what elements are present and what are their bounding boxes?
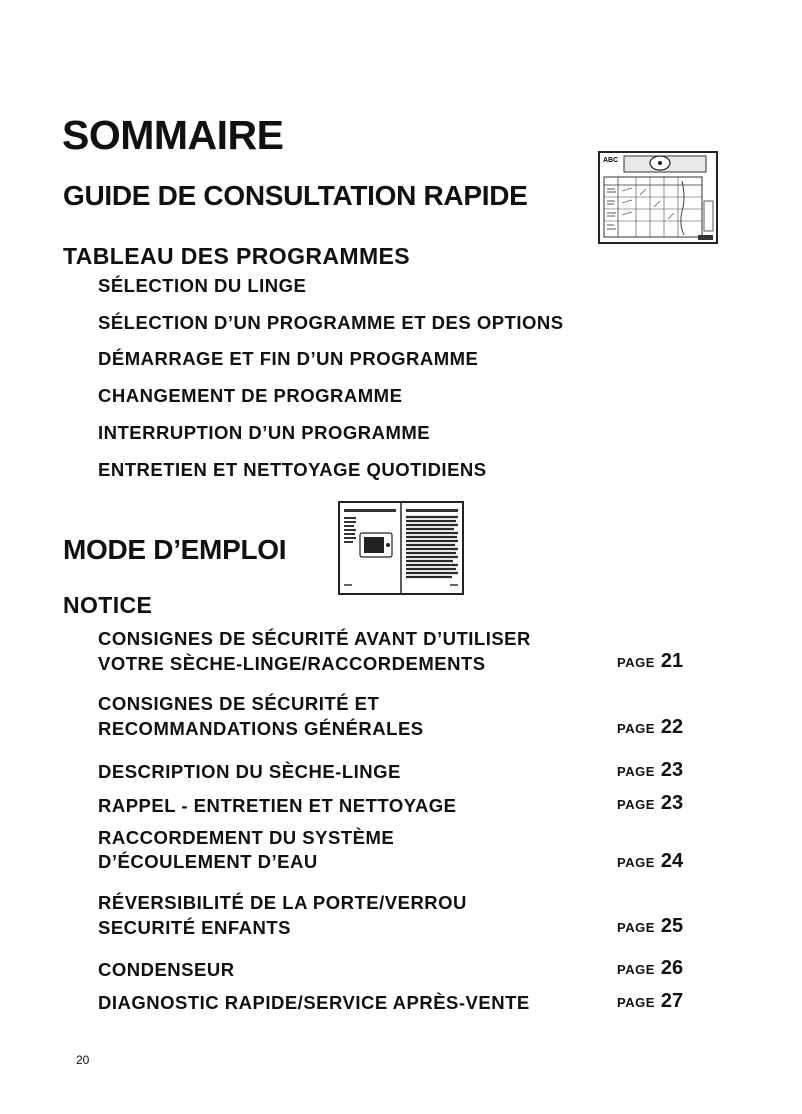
toc-item-line: RÉVERSIBILITÉ DE LA PORTE/VERROU xyxy=(98,892,467,913)
toc-item-line: CONSIGNES DE SÉCURITÉ AVANT D’UTILISER xyxy=(98,628,531,649)
page-ref-number: 23 xyxy=(660,792,684,814)
page-ref xyxy=(617,915,683,938)
page-ref-number: 22 xyxy=(660,716,684,738)
page-ref xyxy=(617,990,683,1013)
mode-emploi-heading: MODE D’EMPLOI xyxy=(63,534,287,565)
quick-guide-card-thumbnail xyxy=(598,151,718,244)
toc-item-line: RAPPEL - ENTRETIEN ET NETTOYAGE xyxy=(98,795,457,816)
page-ref xyxy=(617,716,683,739)
page-word: PAGE xyxy=(617,655,655,670)
programs-section-heading: TABLEAU DES PROGRAMMES xyxy=(63,243,410,269)
page-ref-number: 26 xyxy=(660,957,684,979)
page-ref-number: 23 xyxy=(660,759,684,781)
page-ref-number: 21 xyxy=(660,650,684,672)
notice-section-heading: NOTICE xyxy=(63,592,153,618)
page-word: PAGE xyxy=(617,995,655,1010)
page-ref xyxy=(617,792,683,815)
toc-item-line: D’ÉCOULEMENT D’EAU xyxy=(98,851,318,872)
toc-item-line: RACCORDEMENT DU SYSTÈME xyxy=(98,827,395,848)
toc-item: ENTRETIEN ET NETTOYAGE QUOTIDIENS xyxy=(98,459,487,480)
toc-item: INTERRUPTION D’UN PROGRAMME xyxy=(98,422,431,443)
toc-item-line: RECOMMANDATIONS GÉNÉRALES xyxy=(98,718,424,739)
toc-item: CHANGEMENT DE PROGRAMME xyxy=(98,385,403,406)
toc-item-line: SECURITÉ ENFANTS xyxy=(98,917,292,938)
page-word: PAGE xyxy=(617,920,655,935)
toc-item-line: DESCRIPTION DU SÈCHE-LINGE xyxy=(98,761,401,782)
page-word: PAGE xyxy=(617,962,655,977)
page-ref xyxy=(617,850,683,873)
page-title: SOMMAIRE xyxy=(62,112,284,158)
page-number: 20 xyxy=(76,1053,90,1067)
page-word: PAGE xyxy=(617,764,655,779)
toc-item-line: VOTRE SÈCHE-LINGE/RACCORDEMENTS xyxy=(98,653,486,674)
thumb-label: ABC xyxy=(603,157,619,164)
page-ref-number: 27 xyxy=(660,990,684,1012)
page-word: PAGE xyxy=(617,797,655,812)
toc-item-line: CONSIGNES DE SÉCURITÉ ET xyxy=(98,693,380,714)
page-ref-number: 24 xyxy=(660,850,684,872)
toc-item-line: DIAGNOSTIC RAPIDE/SERVICE APRÈS-VENTE xyxy=(98,992,530,1013)
page-ref xyxy=(617,650,683,673)
page-ref-number: 25 xyxy=(660,915,684,937)
quick-guide-heading: GUIDE DE CONSULTATION RAPIDE xyxy=(63,180,528,211)
toc-item: DÉMARRAGE ET FIN D’UN PROGRAMME xyxy=(98,348,479,369)
page-ref xyxy=(617,759,683,782)
page-word: PAGE xyxy=(617,855,655,870)
toc-item: SÉLECTION D’UN PROGRAMME ET DES OPTIONS xyxy=(98,312,564,333)
manual-booklet-thumbnail xyxy=(338,501,464,595)
page-ref xyxy=(617,957,683,980)
page-word: PAGE xyxy=(617,721,655,736)
toc-item-line: CONDENSEUR xyxy=(98,959,235,980)
toc-item: SÉLECTION DU LINGE xyxy=(98,275,307,296)
